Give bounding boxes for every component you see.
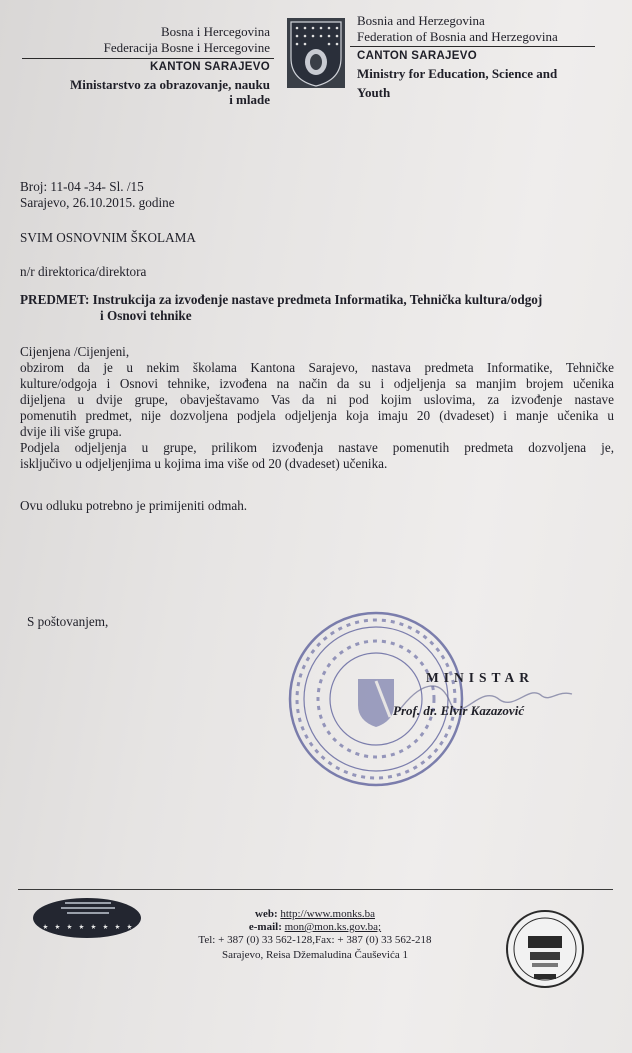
subject-line-2: i Osnovi tehnike	[100, 308, 192, 323]
header-ministry-en-1: Ministry for Education, Science and	[357, 66, 558, 81]
email-link[interactable]: mon@mon.ks.gov.ba;	[284, 921, 382, 933]
subject-line-1	[20, 292, 620, 308]
left-badge	[31, 896, 143, 940]
regards: S poštovanjem,	[27, 614, 109, 629]
header-left	[30, 24, 270, 55]
web-link[interactable]: http://www.monks.ba	[280, 908, 375, 920]
header-ministry-bs-2: i mlade	[229, 92, 270, 107]
paragraph-1	[20, 360, 614, 440]
para2-line: isključivo u odjeljenjima u kojima ima više od 20 (dvadeset) učenika.	[20, 456, 388, 471]
header-right-lower	[357, 49, 607, 100]
header-rule-right	[350, 46, 595, 47]
minister-name: Prof. dr. Elvir Kazazović	[393, 703, 525, 718]
document-date: Sarajevo, 26.10.2015. godine	[20, 195, 175, 210]
footer-web	[170, 908, 460, 921]
reference-number: Broj: 11-04 -34- Sl. /15	[20, 179, 144, 194]
canton-badge-icon	[31, 896, 143, 940]
header-canton-en: CANTON SARAJEVO	[357, 50, 477, 62]
closing-note: Ovu odluku potrebno je primijeniti odmah.	[20, 498, 248, 513]
email-label: e-mail:	[248, 921, 282, 933]
para1-line: dvije ili više grupa.	[20, 424, 122, 439]
footer-contacts	[170, 908, 460, 962]
canton-emblem	[287, 18, 345, 88]
subject	[20, 292, 620, 324]
header-country-bs: Bosna i Hercegovina	[160, 24, 270, 39]
header-ministry-en-2: Youth	[357, 85, 391, 100]
footer-email	[170, 921, 460, 934]
tuv-cert-icon	[504, 908, 586, 990]
minister-title: MINISTAR	[426, 670, 535, 685]
para1-line: obzirom da je u nekim školama Kantona Sarajevo, nastava predmeta Informatike, Tehničke	[20, 360, 614, 375]
header-right	[357, 13, 597, 44]
para1-line: pomenutih predmet, nije dozvoljena podjela odjeljenja koja imaju 20 (dvadeset) i manje učenika u	[20, 408, 614, 423]
header-rule-left	[22, 58, 274, 59]
header-country-en: Bosnia and Herzegovina	[357, 13, 485, 28]
right-badge	[504, 908, 586, 990]
footer-phone: Tel: + 387 (0) 33 562-128,Fax: + 387 (0) 33 562-218	[198, 934, 432, 946]
recipient: SVIM OSNOVNIM ŠKOLAMA	[20, 230, 196, 245]
para2-line: Podjela odjeljenja u grupe, prilikom izvođenja nastave pomenutih predmeta dozvoljena je,	[20, 440, 614, 455]
header-federation-bs: Federacija Bosne i Hercegovine	[103, 40, 270, 55]
attention-line: n/r direktorica/direktora	[20, 264, 147, 279]
header-canton-bs: KANTON SARAJEVO	[150, 61, 270, 73]
header-left-lower	[30, 60, 270, 107]
salutation: Cijenjena /Cijenjeni,	[20, 344, 130, 359]
footer-address: Sarajevo, Reisa Džemaludina Čauševića 1	[221, 949, 409, 961]
document-meta	[20, 179, 175, 211]
coat-of-arms-icon	[287, 18, 345, 88]
web-label: web:	[255, 908, 278, 920]
subject-label: PREDMET:	[20, 292, 90, 307]
header-ministry-bs-1: Ministarstvo za obrazovanje, nauku	[69, 77, 270, 92]
letter-body	[20, 344, 614, 472]
footer-rule	[18, 889, 613, 890]
paragraph-2	[20, 440, 614, 472]
subject-text-1: Instrukcija za izvođenje nastave predmeta Informatika, Tehnička kultura/odgoj	[92, 292, 543, 307]
para1-line: kulture/odgoja i Osnovi tehnike, izvođena na način da su i odjeljenja sa manjim brojem učenika	[20, 376, 614, 391]
para1-line: dijeljena u dvije grupe, obavještavamo Vas da ni pod kojim uslovima, za izvođenje nastave	[20, 392, 614, 407]
header-federation-en: Federation of Bosnia and Herzegovina	[357, 29, 558, 44]
